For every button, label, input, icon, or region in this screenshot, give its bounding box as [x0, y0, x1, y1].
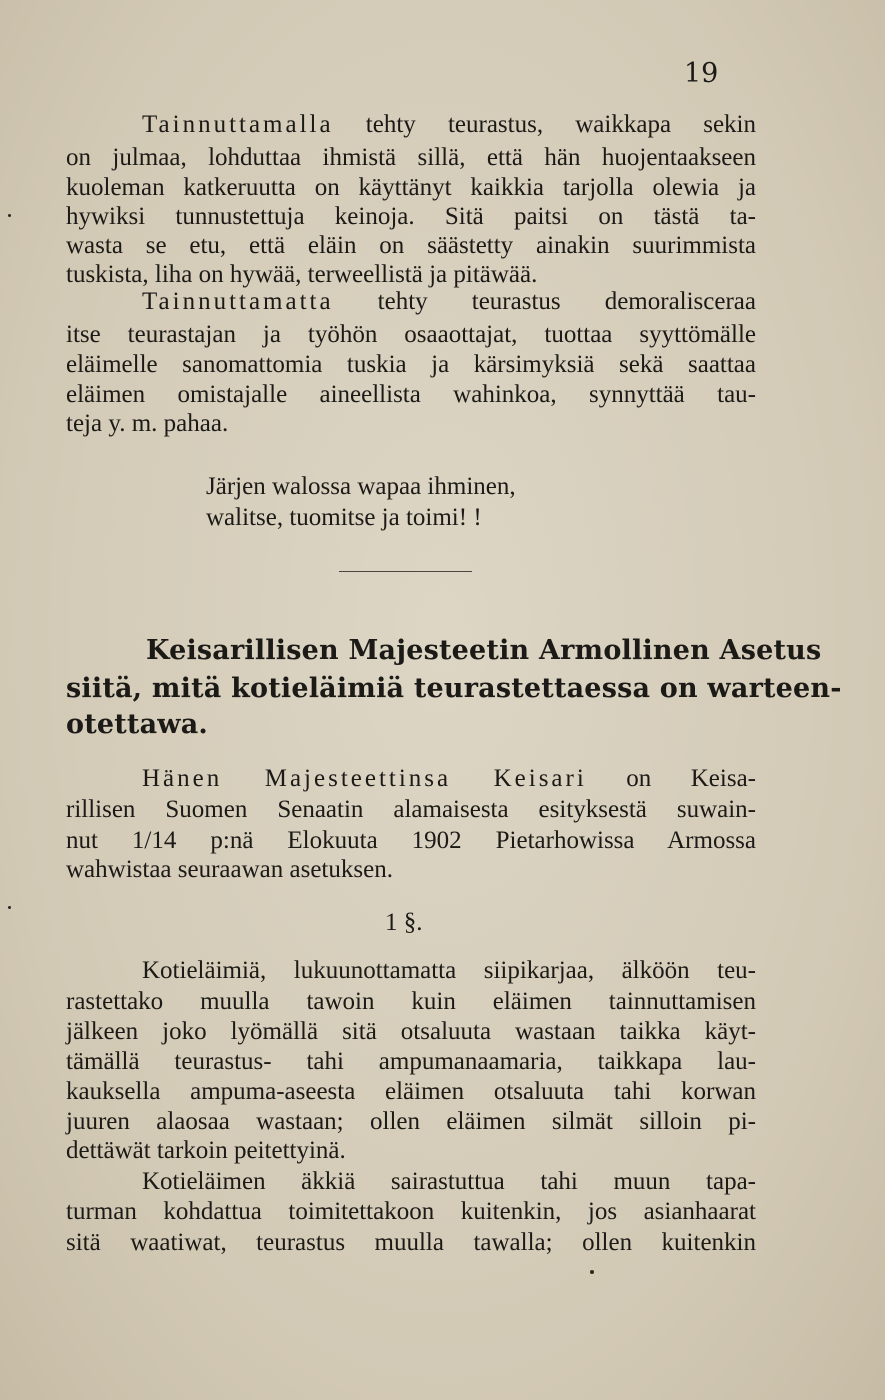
section-divider [339, 571, 472, 572]
section-number: 1 §. [385, 909, 423, 936]
paragraph-2-line-5: teja y. m. pahaa. [66, 410, 229, 437]
verse-line-2: walitse, tuomitse ja toimi! ! [206, 504, 482, 531]
paragraph-4-line-2: rastettako muulla tawoin kuin eläimen tainnuttamisen [66, 988, 756, 1015]
paragraph-3-line-2: rillisen Suomen Senaatin alamaisesta esityksestä suwain- [66, 796, 756, 823]
paragraph-2-line-2: itse teurastajan ja työhön osaaottajat, tuottaa syyttömälle [66, 321, 756, 348]
paragraph-4-line-1: Kotieläimiä, lukuunottamatta siipikarjaa, älköön teu- [142, 957, 756, 984]
paragraph-4-line-4: tämällä teurastus- tahi ampumanaamaria, taikkapa lau- [66, 1048, 756, 1075]
paragraph-5-line-2: turman kohdattua toimitettakoon kuitenkin, jos asianhaarat [66, 1198, 756, 1225]
page-number: 19 [684, 58, 719, 89]
paragraph-3-line-4: wahwistaa seuraawan asetuksen. [66, 856, 393, 883]
paragraph-2-line-1: Tainnuttamatta tehty teurastus demoralisceraa [142, 288, 756, 315]
paragraph-1-line-6: tuskista, liha on hywää, terweellistä ja pitäwää. [66, 261, 538, 288]
decree-heading-line-3: otettawa. [66, 709, 209, 740]
ink-speck [590, 1270, 594, 1274]
paragraph-2-line-3: eläimelle sanomattomia tuskia ja kärsimyksiä sekä saattaa [66, 351, 756, 378]
paragraph-5-line-3: sitä waatiwat, teurastus muulla tawalla; ollen kuitenkin [66, 1229, 756, 1256]
paragraph-1-line-1: Tainnuttamalla tehty teurastus, waikkapa sekin [142, 111, 756, 138]
paragraph-1-line-3: kuoleman katkeruutta on käyttänyt kaikkia tarjolla olewia ja [66, 174, 756, 201]
verse-line-1: Järjen walossa wapaa ihminen, [206, 473, 516, 500]
ink-speck [8, 906, 11, 909]
paragraph-1-line-5: wasta se etu, että eläin on säästetty ainakin suurimmista [66, 232, 756, 259]
paragraph-1-line-4: hywiksi tunnustettuja keinoja. Sitä paitsi on tästä ta- [66, 203, 756, 230]
decree-heading-line-1: Keisarillisen Majesteetin Armollinen Asetus [146, 635, 822, 666]
paragraph-4-line-6: juuren alaosaa wastaan; ollen eläimen silmät silloin pi- [66, 1108, 756, 1135]
paragraph-3-line-3: nut 1/14 p:nä Elokuuta 1902 Pietarhowissa Armossa [66, 827, 756, 854]
paragraph-2-line-4: eläimen omistajalle aineellista wahinkoa, synnyttää tau- [66, 381, 756, 408]
paragraph-4-line-3: jälkeen joko lyömällä sitä otsaluuta wastaan taikka käyt- [66, 1018, 756, 1045]
paragraph-3-line-1: Hänen Majesteettinsa Keisari on Keisa- [142, 765, 756, 792]
paragraph-1-line-2: on julmaa, lohduttaa ihmistä sillä, että hän huojentaakseen [66, 144, 756, 171]
ink-speck [8, 214, 11, 217]
paragraph-4-line-5: kauksella ampuma-aseesta eläimen otsaluuta tahi korwan [66, 1078, 756, 1105]
paragraph-4-line-7: dettäwät tarkoin peitettyinä. [66, 1137, 346, 1164]
decree-heading-line-2: siitä, mitä kotieläimiä teurastettaessa on warteen- [66, 673, 842, 704]
paragraph-5-line-1: Kotieläimen äkkiä sairastuttua tahi muun tapa- [142, 1168, 756, 1195]
